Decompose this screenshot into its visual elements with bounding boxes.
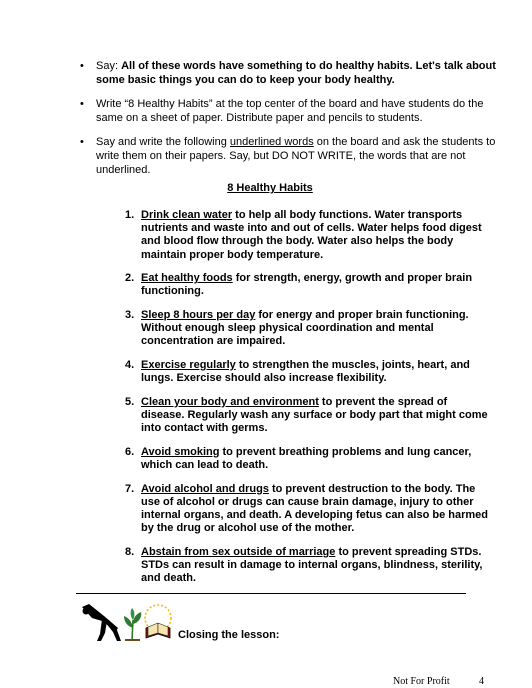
footer-divider [76, 593, 466, 594]
habit-key-phrase: Drink clean water [141, 209, 233, 221]
underlined-words: underlined words [229, 136, 314, 149]
habit-key-phrase: Avoid smoking [141, 445, 220, 458]
bullet-dot: • [80, 136, 84, 149]
say-label: Say: [96, 60, 122, 72]
lesson-icons [80, 602, 176, 642]
habit-number: 6. [125, 445, 135, 458]
say-text: All of these words have something to do healthy habits. Let's talk about some basic things you can do to keep your body healthy. [96, 60, 496, 86]
habit-key-phrase: Sleep 8 hours per day [141, 309, 256, 321]
habit-number: 8. [125, 545, 135, 558]
habit-number: 2. [125, 272, 135, 285]
page-number: 4 [479, 676, 484, 687]
habit-description: to strengthen the muscles, joints, heart, and lungs. Exercise should also increase flexibility. [141, 359, 470, 385]
write-text: Write “8 Healthy Habits” at the top center of the board and have students do the same on a sheet of paper. Distribute paper and pencils to students. [96, 98, 484, 124]
habit-description: to prevent breathing problems and lung cancer, which can lead to death. [141, 445, 472, 471]
habit-number: 1. [125, 209, 135, 221]
footer-not-for-profit: Not For Profit [393, 676, 450, 687]
habits-list [121, 209, 489, 596]
bullet-write [80, 98, 506, 125]
open-book-icon [145, 605, 171, 638]
closing-lesson-label: Closing the lesson: [178, 629, 280, 641]
bullet-dot: • [80, 60, 84, 72]
habit-item [121, 359, 489, 385]
habit-key-phrase: Abstain from sex outside of marriage [141, 545, 336, 558]
habit-key-phrase: Avoid alcohol and drugs [141, 482, 269, 495]
habit-item [121, 446, 489, 472]
instruction-bullets [80, 60, 506, 188]
seedling-plant-icon [124, 608, 141, 640]
stretching-person-icon [82, 604, 121, 641]
bullet-dot: • [80, 98, 84, 111]
habit-description: to prevent destruction to the body. The use of alcohol or drugs can cause brain damage, injury to other internal organs, and death. A developing fetus can also be harmed by the drug or alcohol use of the mother. [141, 482, 488, 535]
habit-key-phrase: Clean your body and environment [141, 395, 319, 408]
habit-description: for strength, energy, growth and proper brain functioning. [141, 272, 473, 298]
habit-description: to prevent spreading STDs. STDs can result in damage to internal organs, blindness, sterility, and death. [141, 545, 483, 585]
bullet-say [80, 60, 506, 87]
say-write-post: on the board and ask the students to write them on their papers. Say, but DO NOT WRITE, the words that are not underlined. [96, 136, 496, 176]
habit-number: 7. [125, 482, 135, 495]
habit-description: to help all body functions. Water transports nutrients and waste into and out of cells. Water helps food digest and blood flow through the body. Water also helps the body maintain proper body temperature. [141, 209, 482, 261]
say-write-pre: Say and write the following [96, 136, 230, 149]
habit-item [121, 309, 489, 349]
habit-item [121, 546, 489, 586]
habit-item [121, 209, 489, 262]
habit-key-phrase: Exercise regularly [141, 359, 236, 371]
habit-item [121, 483, 489, 536]
habit-description: to prevent the spread of disease. Regularly wash any surface or body part that might come into contact with germs. [141, 395, 488, 435]
habits-title: 8 Healthy Habits [227, 182, 313, 194]
habit-key-phrase: Eat healthy foods [141, 272, 233, 285]
habit-number: 3. [125, 309, 135, 321]
habit-number: 4. [125, 359, 135, 371]
habit-description: for energy and proper brain functioning. Without enough sleep physical coordination and mental concentration are impaired. [141, 309, 469, 348]
habit-item [121, 396, 489, 436]
bullet-say-and-write [80, 136, 506, 177]
habit-item [121, 272, 489, 298]
habit-number: 5. [125, 395, 135, 408]
